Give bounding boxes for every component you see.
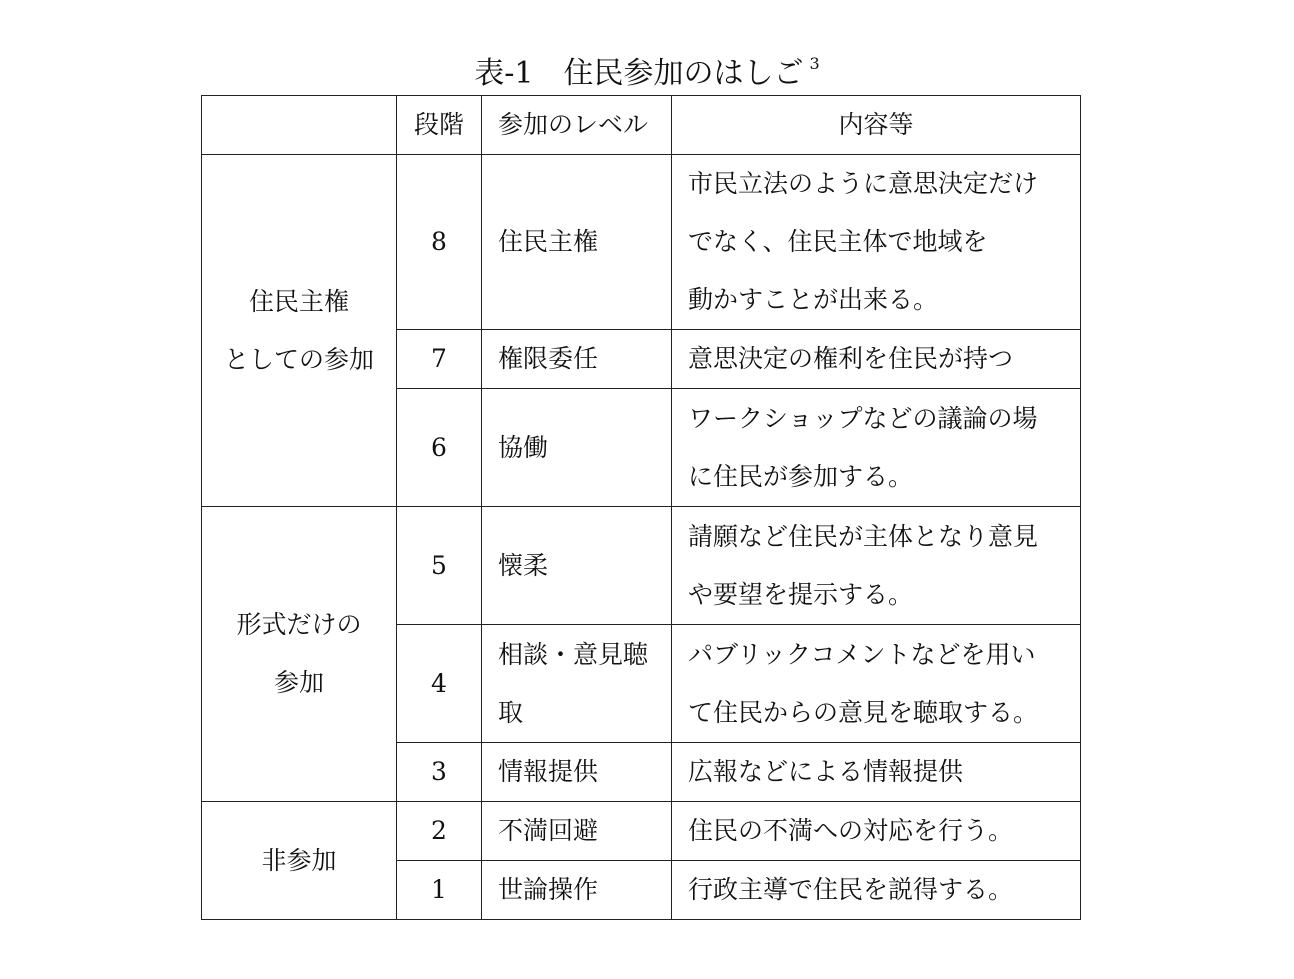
level-cell: [482, 625, 672, 743]
level-line: 相談・意見聴: [498, 639, 649, 669]
content-cell: [672, 743, 1081, 802]
content-cell: [672, 330, 1081, 389]
level-cell: [482, 861, 672, 920]
content-cell: [672, 155, 1081, 330]
content-line: て住民からの意見を聴取する。: [688, 697, 1039, 727]
table-header-row: [202, 96, 1081, 155]
content-line: や要望を提示する。: [688, 579, 914, 609]
group-line: 形式だけの: [236, 610, 362, 639]
level-line: 住民主権: [498, 227, 599, 256]
content-cell: [672, 802, 1081, 861]
stage-cell: 3: [397, 743, 482, 802]
group-line: 参加: [273, 668, 324, 697]
level-cell: [482, 330, 672, 389]
level-cell: [482, 155, 672, 330]
stage-cell: 1: [397, 861, 482, 920]
level-line: 懐柔: [498, 550, 549, 580]
table-title-text: 表-1 住民参加のはしご: [474, 56, 804, 91]
content-line: ワークショップなどの議論の場: [688, 403, 1038, 433]
footnote-marker: 3: [809, 54, 820, 73]
content-cell: [672, 861, 1081, 920]
level-line: 協働: [498, 432, 549, 462]
level-line: 情報提供: [498, 757, 599, 786]
stage-cell: 4: [397, 625, 482, 743]
header-group: [202, 96, 397, 155]
header-stage: 段階: [397, 96, 482, 155]
group-line: としての参加: [223, 344, 374, 374]
level-cell: [482, 802, 672, 861]
level-cell: [482, 743, 672, 802]
header-content: 内容等: [672, 96, 1081, 155]
header-level: 参加のレベル: [482, 96, 672, 155]
level-cell: [482, 507, 672, 625]
stage-cell: 6: [397, 389, 482, 507]
group-cell-citizen-power: [202, 155, 397, 507]
content-line: 住民の不満への対応を行う。: [688, 816, 1014, 845]
content-cell: [672, 507, 1081, 625]
group-line: 住民主権: [248, 286, 349, 316]
content-line: 意思決定の権利を住民が持つ: [688, 344, 1014, 373]
stage-cell: 8: [397, 155, 482, 330]
content-line: 市民立法のように意思決定だけ: [688, 169, 1039, 198]
stage-cell: 2: [397, 802, 482, 861]
content-line: 請願など住民が主体となり意見: [688, 521, 1039, 551]
group-line: 非参加: [261, 845, 337, 875]
level-line: 取: [498, 697, 524, 727]
level-line: 不満回避: [498, 816, 599, 845]
level-line: 権限委任: [498, 344, 599, 373]
citizen-participation-ladder-table: [201, 95, 1081, 920]
group-cell-nonparticipation: [202, 802, 397, 920]
table-row: [202, 155, 1081, 330]
content-line: に住民が参加する。: [688, 461, 914, 491]
stage-cell: 7: [397, 330, 482, 389]
level-line: 世論操作: [498, 875, 599, 904]
table-title: [0, 44, 1294, 94]
level-cell: [482, 389, 672, 507]
group-cell-tokenism: [202, 507, 397, 802]
table-row: [202, 507, 1081, 625]
content-line: 広報などによる情報提供: [688, 757, 964, 786]
content-cell: [672, 389, 1081, 507]
content-line: パブリックコメントなどを用い: [688, 639, 1036, 669]
content-line: 行政主導で住民を説得する。: [688, 875, 1014, 904]
stage-cell: 5: [397, 507, 482, 625]
content-line: 動かすことが出来る。: [688, 285, 939, 314]
content-cell: [672, 625, 1081, 743]
content-line: でなく、住民主体で地域を: [688, 227, 988, 256]
table-row: [202, 802, 1081, 861]
